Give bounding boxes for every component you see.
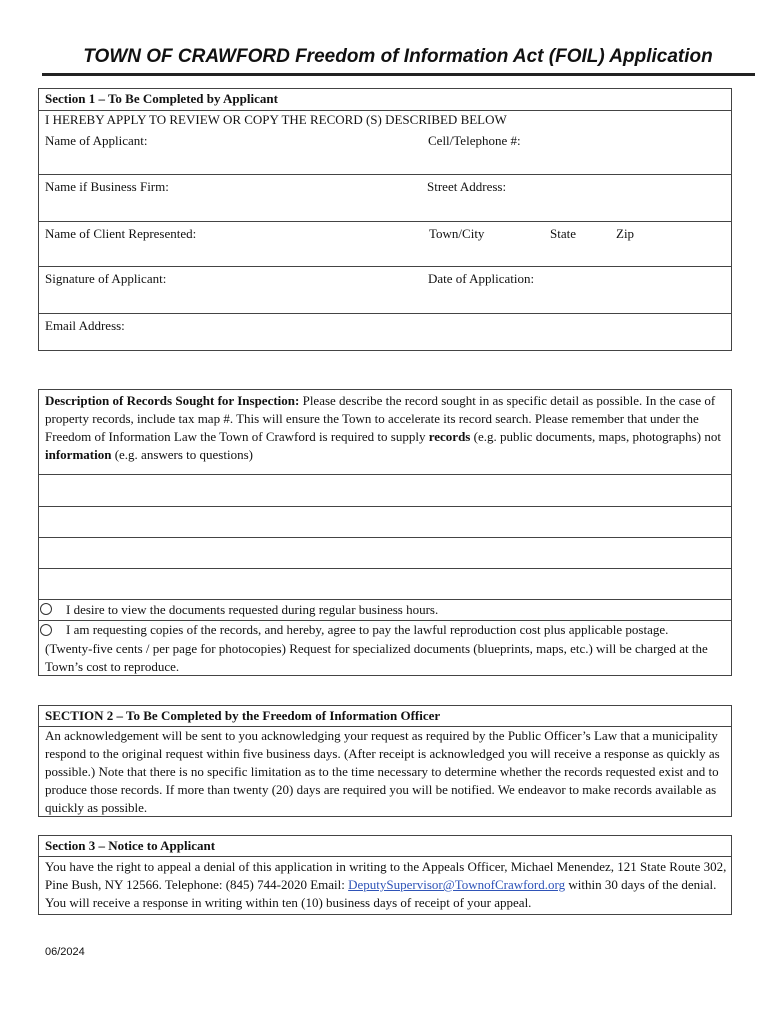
appeals-email-link[interactable]: DeputySupervisor@TownofCrawford.org xyxy=(348,877,566,892)
applicant-name-label: Name of Applicant: xyxy=(45,133,148,148)
section-1-intro: I HEREBY APPLY TO REVIEW OR COPY THE RECORD (S) DESCRIBED BELOW xyxy=(45,112,507,127)
phone-label: Cell/Telephone #: xyxy=(428,133,521,148)
form-title: TOWN OF CRAWFORD Freedom of Information Act (FOIL) Application xyxy=(83,46,713,67)
zip-label: Zip xyxy=(616,226,635,241)
section-2-body: An acknowledgement will be sent to you acknowledging your request as required by the Public Officer’s Law that a municipality respond to the original request within five business days. (After receipt is acknowledged you will receive a response as quickly as possible.) Note that there is no specific limitation as to the time necessary to determine whether the records requested exist and to produce those records. If more than twenty (20) days are required you will be notified. We endeavor to make records available as quickly as possible. xyxy=(45,728,720,815)
view-documents-option[interactable] xyxy=(39,600,731,620)
street-address-label: Street Address: xyxy=(427,179,507,194)
request-copies-option[interactable] xyxy=(39,621,731,676)
business-firm-label: Name if Business Firm: xyxy=(45,179,169,194)
email-label: Email Address: xyxy=(45,318,125,333)
section-1-heading: Section 1 – To Be Completed by Applicant xyxy=(45,91,278,106)
request-copies-radio[interactable] xyxy=(40,624,52,636)
signature-label: Signature of Applicant: xyxy=(45,271,167,286)
request-copies-details: (Twenty-five cents / per page for photocopies) Request for specialized documents (blueprints, maps, etc.) will be charged at the Town’s cost to reproduce. xyxy=(45,641,708,674)
date-label: Date of Application: xyxy=(428,271,535,286)
view-documents-label: I desire to view the documents requested during regular business hours. xyxy=(66,602,439,617)
section-2-foil-officer xyxy=(38,705,732,817)
records-description-section xyxy=(38,389,732,676)
section-2-heading: SECTION 2 – To Be Completed by the Freedom of Information Officer xyxy=(45,708,441,723)
form-revision-date: 06/2024 xyxy=(45,946,85,958)
town-city-label: Town/City xyxy=(429,226,485,241)
request-copies-label: I am requesting copies of the records, and hereby, agree to pay the lawful reproduction cost plus applicable postage. xyxy=(66,622,669,637)
section-3-heading: Section 3 – Notice to Applicant xyxy=(45,838,216,853)
section-3-body: You have the right to appeal a denial of this application in writing to the Appeals Officer, Michael Menendez, 121 State Route 302, Pine Bush, NY 12566. Telephone: (845) 744-2020 Email: DeputySupervisor@TownofCrawford.org within 30 days of the denial. You will receive a response in writing within ten (10) business days of receipt of your appeal. xyxy=(45,859,727,910)
state-label: State xyxy=(550,226,576,241)
section-3-notice xyxy=(38,835,732,915)
records-description-instructions: Description of Records Sought for Inspection: Please describe the record sought in as specific detail as possible. In the case of property records, include tax map #. This will ensure the Town to accelerate its record search. Please remember that under the Freedom of Information Law the Town of Crawford is required to supply records (e.g. public documents, maps, photographs) not information (e.g. answers to questions) xyxy=(45,393,721,462)
description-heading: Description of Records Sought for Inspection: xyxy=(45,393,300,408)
view-documents-radio[interactable] xyxy=(40,603,52,615)
client-represented-label: Name of Client Represented: xyxy=(45,226,197,241)
title-underline xyxy=(42,73,755,76)
section-1-applicant xyxy=(38,88,732,351)
